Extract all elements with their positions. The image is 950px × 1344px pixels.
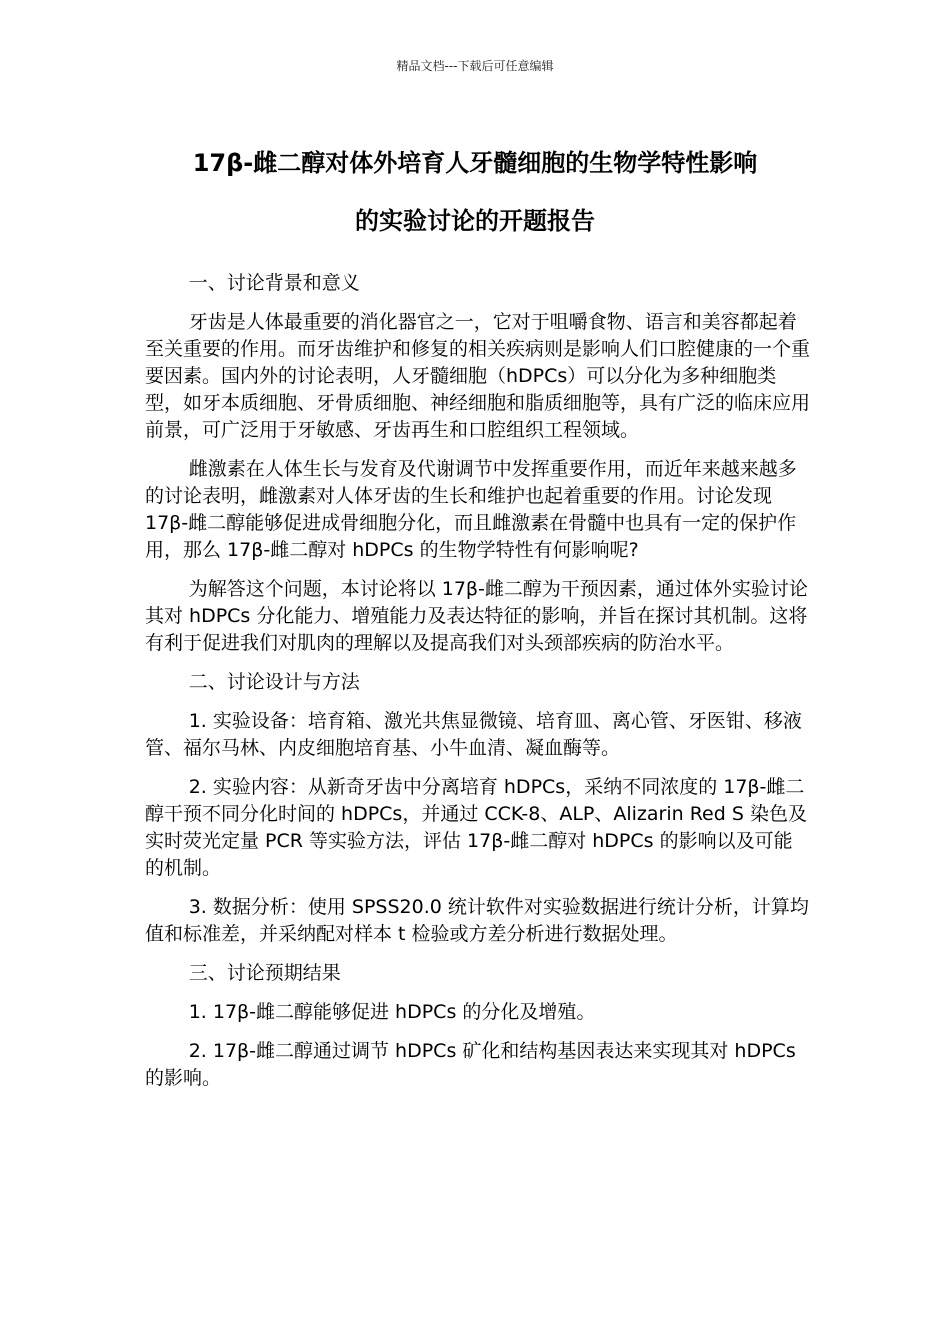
document-body [145, 270, 810, 1104]
paragraph-design-equipment: 1. 实验设备：培育箱、激光共焦显微镜、培育皿、离心管、牙医钳、移液管、福尔马林、内皮细胞培育基、小牛血清、凝血酶等。 [145, 710, 802, 759]
paragraph-result-2: 2. 17β-雌二醇通过调节 hDPCs 矿化和结构基因表达来实现其对 hDPCs 的影响。 [145, 1040, 796, 1089]
document-title-line-1: 17β-雌二醇对体外培育人牙髓细胞的生物学特性影响 [192, 149, 758, 177]
section-heading-design: 二、讨论设计与方法 [188, 671, 360, 693]
paragraph-design-content: 2. 实验内容：从新奇牙齿中分离培育 hDPCs，采纳不同浓度的 17β-雌二醇干预不同分化时间的 hDPCs，并通过 CCK-8、ALP、Alizarin Red S 染色及实时荧光定量 PCR 等实验方法，评估 17β-雌二醇对 hDPCs 的影响以及可能的机制。 [145, 776, 807, 879]
paragraph-background-3: 为解答这个问题，本讨论将以 17β-雌二醇为干预因素，通过体外实验讨论其对 hDPCs 分化能力、增殖能力及表达特征的影响，并旨在探讨其机制。这将有利于促进我们对肌肉的理解以及提高我们对头颈部疾病的防治水平。 [145, 578, 808, 654]
paragraph-background-2: 雌激素在人体生长与发育及代谢调节中发挥重要作用，而近年来越来越多的讨论表明，雌激素对人体牙齿的生长和维护也起着重要的作用。讨论发现 17β-雌二醇能够促进成骨细胞分化，而且雌激素在骨髓中也具有一定的保护作用，那么 17β-雌二醇对 hDPCs 的生物学特性有何影响呢? [145, 458, 797, 561]
document-title-line-2: 的实验讨论的开题报告 [355, 207, 595, 235]
paragraph-result-1: 1. 17β-雌二醇能够促进 hDPCs 的分化及增殖。 [188, 1001, 596, 1023]
paragraph-background-1: 牙齿是人体最重要的消化器官之一，它对于咀嚼食物、语言和美容都起着至关重要的作用。而牙齿维护和修复的相关疾病则是影响人们口腔健康的一个重要因素。国内外的讨论表明，人牙髓细胞（hDPCs）可以分化为多种细胞类型，如牙本质细胞、牙骨质细胞、神经细胞和脂质细胞等，具有广泛的临床应用前景，可广泛用于牙敏感、牙齿再生和口腔组织工程领域。 [145, 311, 811, 441]
paragraph-design-analysis: 3. 数据分析：使用 SPSS20.0 统计软件对实验数据进行统计分析，计算均值和标准差，并采纳配对样本 t 检验或方差分析进行数据处理。 [145, 896, 809, 945]
page-header: 精品文档---下载后可任意编辑 [396, 59, 554, 73]
section-heading-background: 一、讨论背景和意义 [188, 272, 360, 294]
section-heading-results: 三、讨论预期结果 [188, 962, 341, 984]
document-title [100, 134, 850, 250]
